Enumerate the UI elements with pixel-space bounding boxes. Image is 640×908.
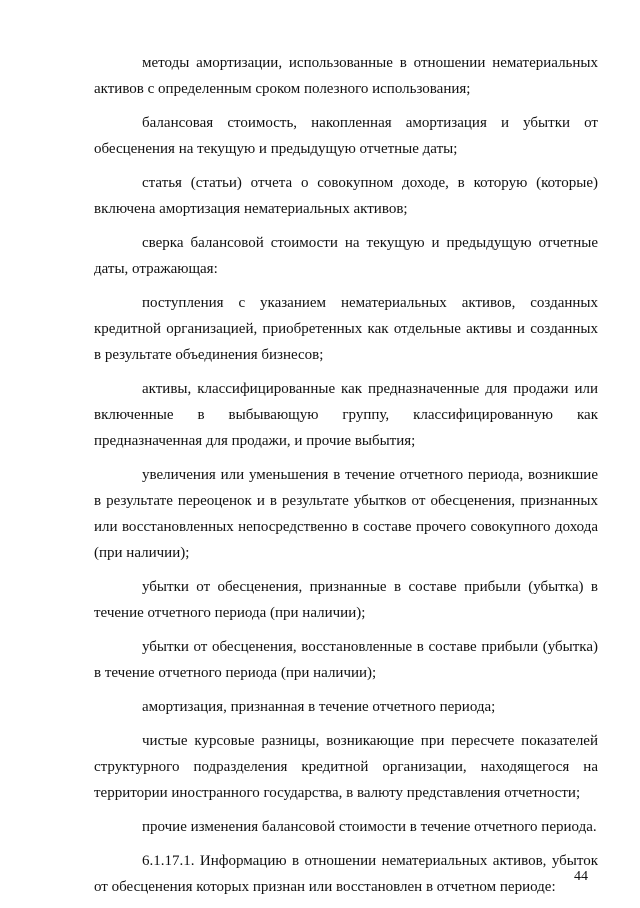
paragraph-other-changes: прочие изменения балансовой стоимости в течение отчетного периода. [142, 819, 597, 835]
paragraph-exchange-differences: чистые курсовые разницы, возникающие при пересчете показателей структурного подразделения кредитной организации, находящегося на территории иностранного государства, в валюту представления отчетности; [94, 733, 598, 801]
paragraph-reconciliation: сверка балансовой стоимости на текущую и предыдущую отчетные даты, отражающая: [94, 235, 598, 277]
paragraph-section-6-1-17-1: 6.1.17.1. Информацию в отношении нематериальных активов, убыток от обесценения которых признан или восстановлен в отчетном периоде: [94, 853, 598, 895]
paragraph-additions: поступления с указанием нематериальных активов, созданных кредитной организацией, приобретенных как отдельные активы и созданных в результате объединения бизнесов; [94, 295, 598, 363]
paragraph-impairment-reversed: убытки от обесценения, восстановленные в составе прибыли (убытка) в течение отчетного периода (при наличии); [94, 639, 598, 681]
body-text [94, 50, 598, 908]
paragraph-income-statement-line: статья (статьи) отчета о совокупном доходе, в которую (которые) включена амортизация нематериальных активов; [94, 175, 598, 217]
paragraph-amortization-recognized: амортизация, признанная в течение отчетного периода; [142, 699, 496, 715]
paragraph-carrying-amount: балансовая стоимость, накопленная амортизация и убытки от обесценения на текущую и предыдущую отчетные даты; [94, 115, 598, 157]
paragraph-held-for-sale: активы, классифицированные как предназначенные для продажи или включенные в выбывающую группу, классифицированную как предназначенная для продажи, и прочие выбытия; [94, 381, 598, 449]
paragraph-amortization-methods: методы амортизации, использованные в отношении нематериальных активов с определенным сроком полезного использования; [94, 55, 598, 97]
page-number: 44 [574, 869, 588, 884]
paragraph-impairment-recognized: убытки от обесценения, признанные в составе прибыли (убытка) в течение отчетного периода (при наличии); [94, 579, 598, 621]
paragraph-revaluation: увеличения или уменьшения в течение отчетного периода, возникшие в результате переоценок и в результате убытков от обесценения, признанных или восстановленных непосредственно в составе прочего совокупного дохода (при наличии); [94, 467, 598, 561]
